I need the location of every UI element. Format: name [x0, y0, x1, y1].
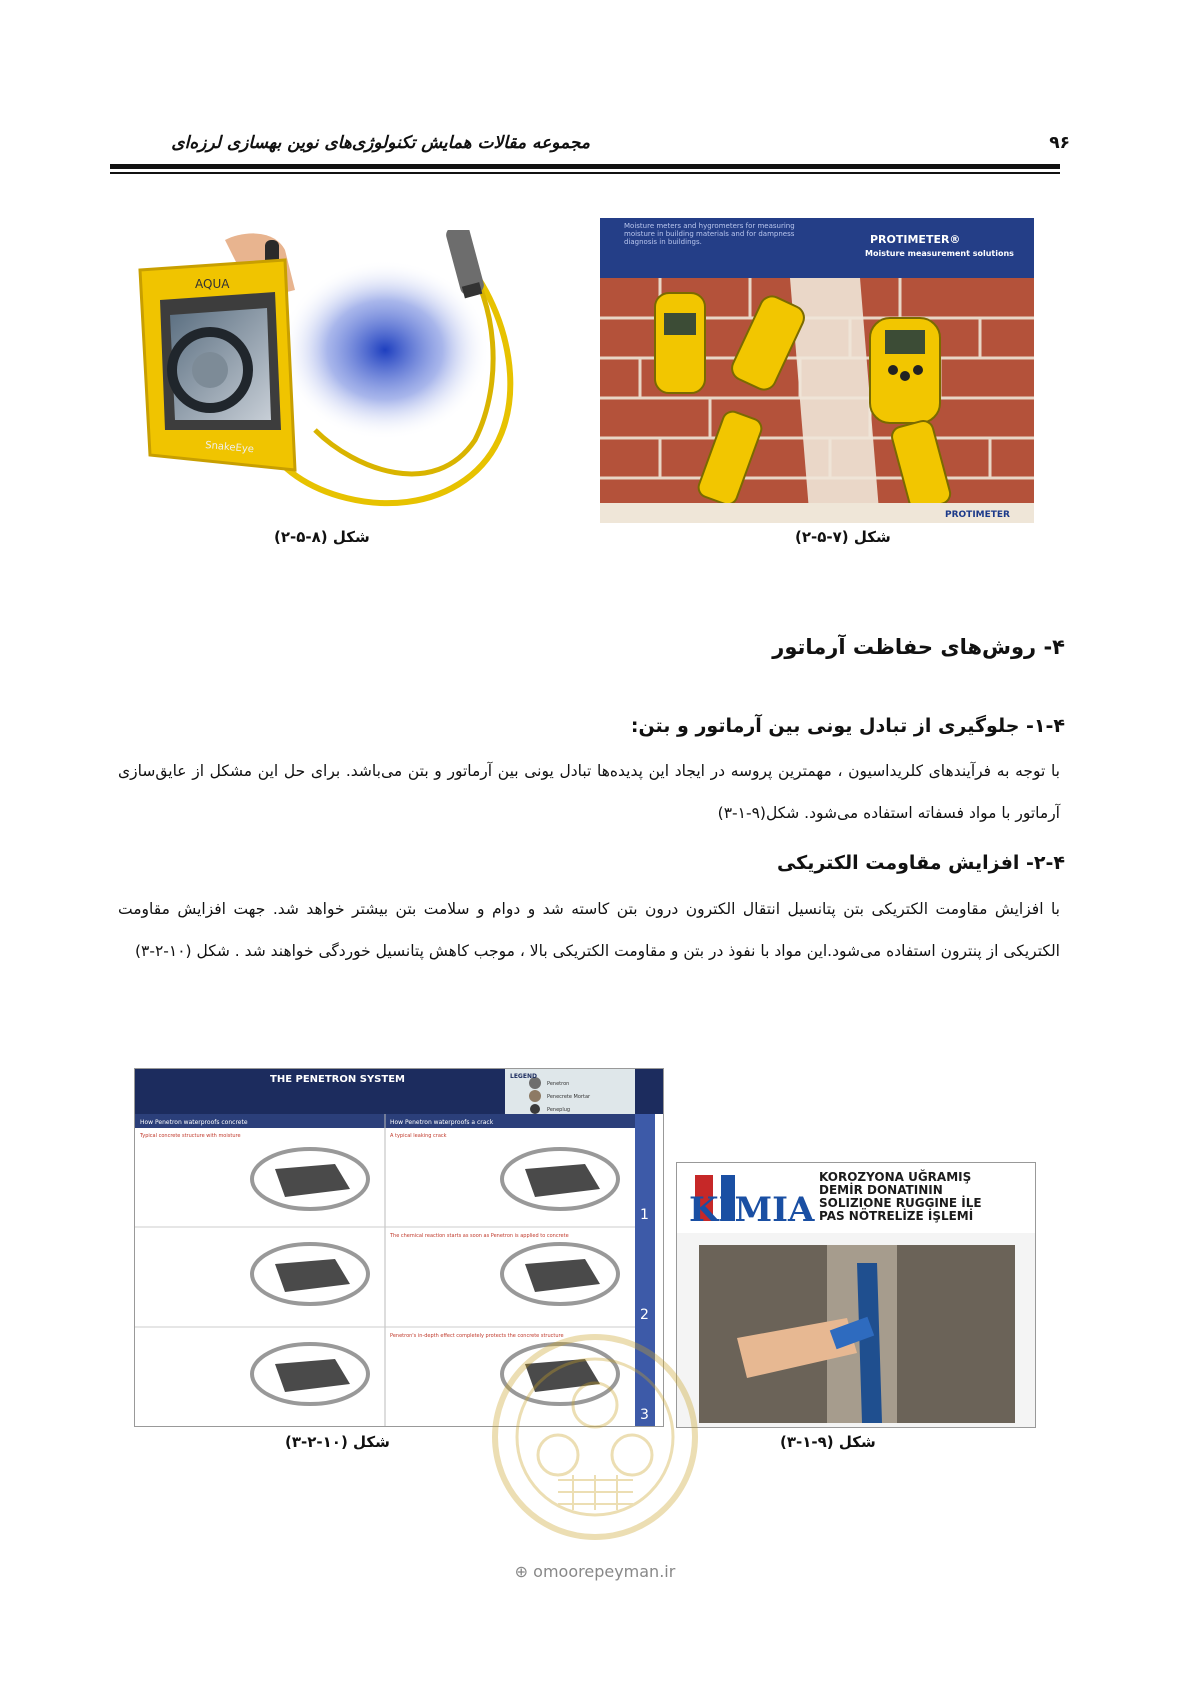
protimeter-tagline: Moisture measurement solutions — [865, 249, 1014, 258]
protimeter-blurb: Moisture meters and hygrometers for measuring moisture in building materials and for dampness diagnosis in buildings. — [624, 222, 795, 246]
footer-website — [0, 1562, 1190, 1581]
protimeter-brand: PROTIMETER® — [870, 233, 961, 246]
penetron-step-1: 1 — [640, 1207, 649, 1223]
protimeter-logo: PROTIMETER — [945, 510, 1010, 520]
figure-inspection-camera — [135, 230, 565, 520]
page-number: ۹۶ — [1049, 133, 1070, 153]
kimia-headline-2: DEMİR DONATININ — [819, 1183, 943, 1197]
legend-item-peneplug: Peneplug — [547, 1107, 571, 1113]
inspection-camera-illustration — [135, 230, 565, 520]
kimia-logo: KIMIA — [689, 1190, 815, 1230]
penetron-row-label-4: Penetron's in-depth effect completely protects the concrete structure — [390, 1333, 564, 1339]
footer-url-text: omoorepeyman.ir — [533, 1562, 676, 1581]
section-4-2-heading: ۲-۴- افزایش مقاومت الکتریکی — [776, 852, 1065, 874]
penetron-legend-title: LEGEND — [510, 1073, 537, 1080]
section-4-1-paragraph: با توجه به فرآیندهای کلریداسیون ، مهمترین پروسه در ایجاد این پدیده‌ها تبادل یونی بین آرماتور و بتن می‌باشد. برای حل این مشکل از عایق‌سازی آرماتور با مواد فسفاته استفاده می‌شود. شکل(۹-۱-۳) — [118, 762, 1060, 822]
kimia-headline-4: PAS NÖTRELİZE İŞLEMİ — [819, 1209, 974, 1223]
penetron-col2-title: How Penetron waterproofs a crack — [390, 1119, 494, 1126]
penetron-step-3: 3 — [640, 1407, 649, 1423]
figure-8-caption: شکل (۸-۵-۲) — [274, 528, 370, 546]
penetron-title: THE PENETRON SYSTEM — [270, 1074, 405, 1085]
kimia-illustration — [677, 1163, 1035, 1427]
running-header-title: مجموعه مقالات همایش تکنولوژی‌های نوین بهسازی لرزه‌ای — [171, 133, 590, 153]
device-brand-text: AQUA — [195, 277, 230, 291]
figure-protimeter-ad — [600, 218, 1034, 523]
protimeter-illustration — [600, 218, 1034, 523]
kimia-headline-3: SOLIZIONE RUGGINE İLE — [819, 1196, 982, 1210]
header-rule-thick — [110, 164, 1060, 169]
legend-item-penetron: Penetron — [547, 1081, 570, 1087]
legend-item-penecrete: Penecrete Mortar — [547, 1094, 591, 1100]
section-4-1-heading: ۱-۴- جلوگیری از تبادل یونی بین آرماتور و بتن: — [630, 715, 1065, 737]
figure-7-caption: شکل (۷-۵-۲) — [795, 528, 891, 546]
penetron-row-label-2: A typical leaking crack — [390, 1133, 447, 1139]
kimia-headline-1: KOROZYONA UĞRAMIŞ — [819, 1170, 972, 1184]
section-4-heading: ۴- روش‌های حفاظت آرماتور — [772, 635, 1065, 659]
figure-9-caption: شکل (۹-۱-۳) — [780, 1433, 876, 1451]
figure-10-caption: شکل (۱۰-۲-۳) — [285, 1433, 390, 1451]
header-rule-thin — [110, 172, 1060, 174]
watermark-seal — [488, 1330, 703, 1545]
penetron-step-2: 2 — [640, 1307, 649, 1323]
section-4-2-paragraph: با افزایش مقاومت الکتریکی بتن پتانسیل انتقال الکترون درون بتن کاسته شد و دوام و سلامت بتن بیشتر خواهد شد. جهت افزایش مقاومت الکتریکی از پنترون استفاده می‌شود.این مواد با نفوذ در بتن و مقاومت الکتریکی بالا ، موجب کاهش پتانسیل خوردگی خواهند شد . شکل (۱۰-۲-۳) — [118, 900, 1060, 960]
figure-kimia-ad — [676, 1162, 1036, 1428]
device-model-text: SnakeEye — [204, 440, 255, 456]
penetron-col1-title: How Penetron waterproofs concrete — [140, 1119, 248, 1126]
penetron-row-label-1: Typical concrete structure with moisture — [140, 1133, 241, 1139]
penetron-row-label-3: The chemical reaction starts as soon as Penetron is applied to concrete — [390, 1233, 569, 1239]
globe-icon: ⊕ — [514, 1562, 529, 1581]
watermark-seal-graphic — [488, 1330, 703, 1545]
